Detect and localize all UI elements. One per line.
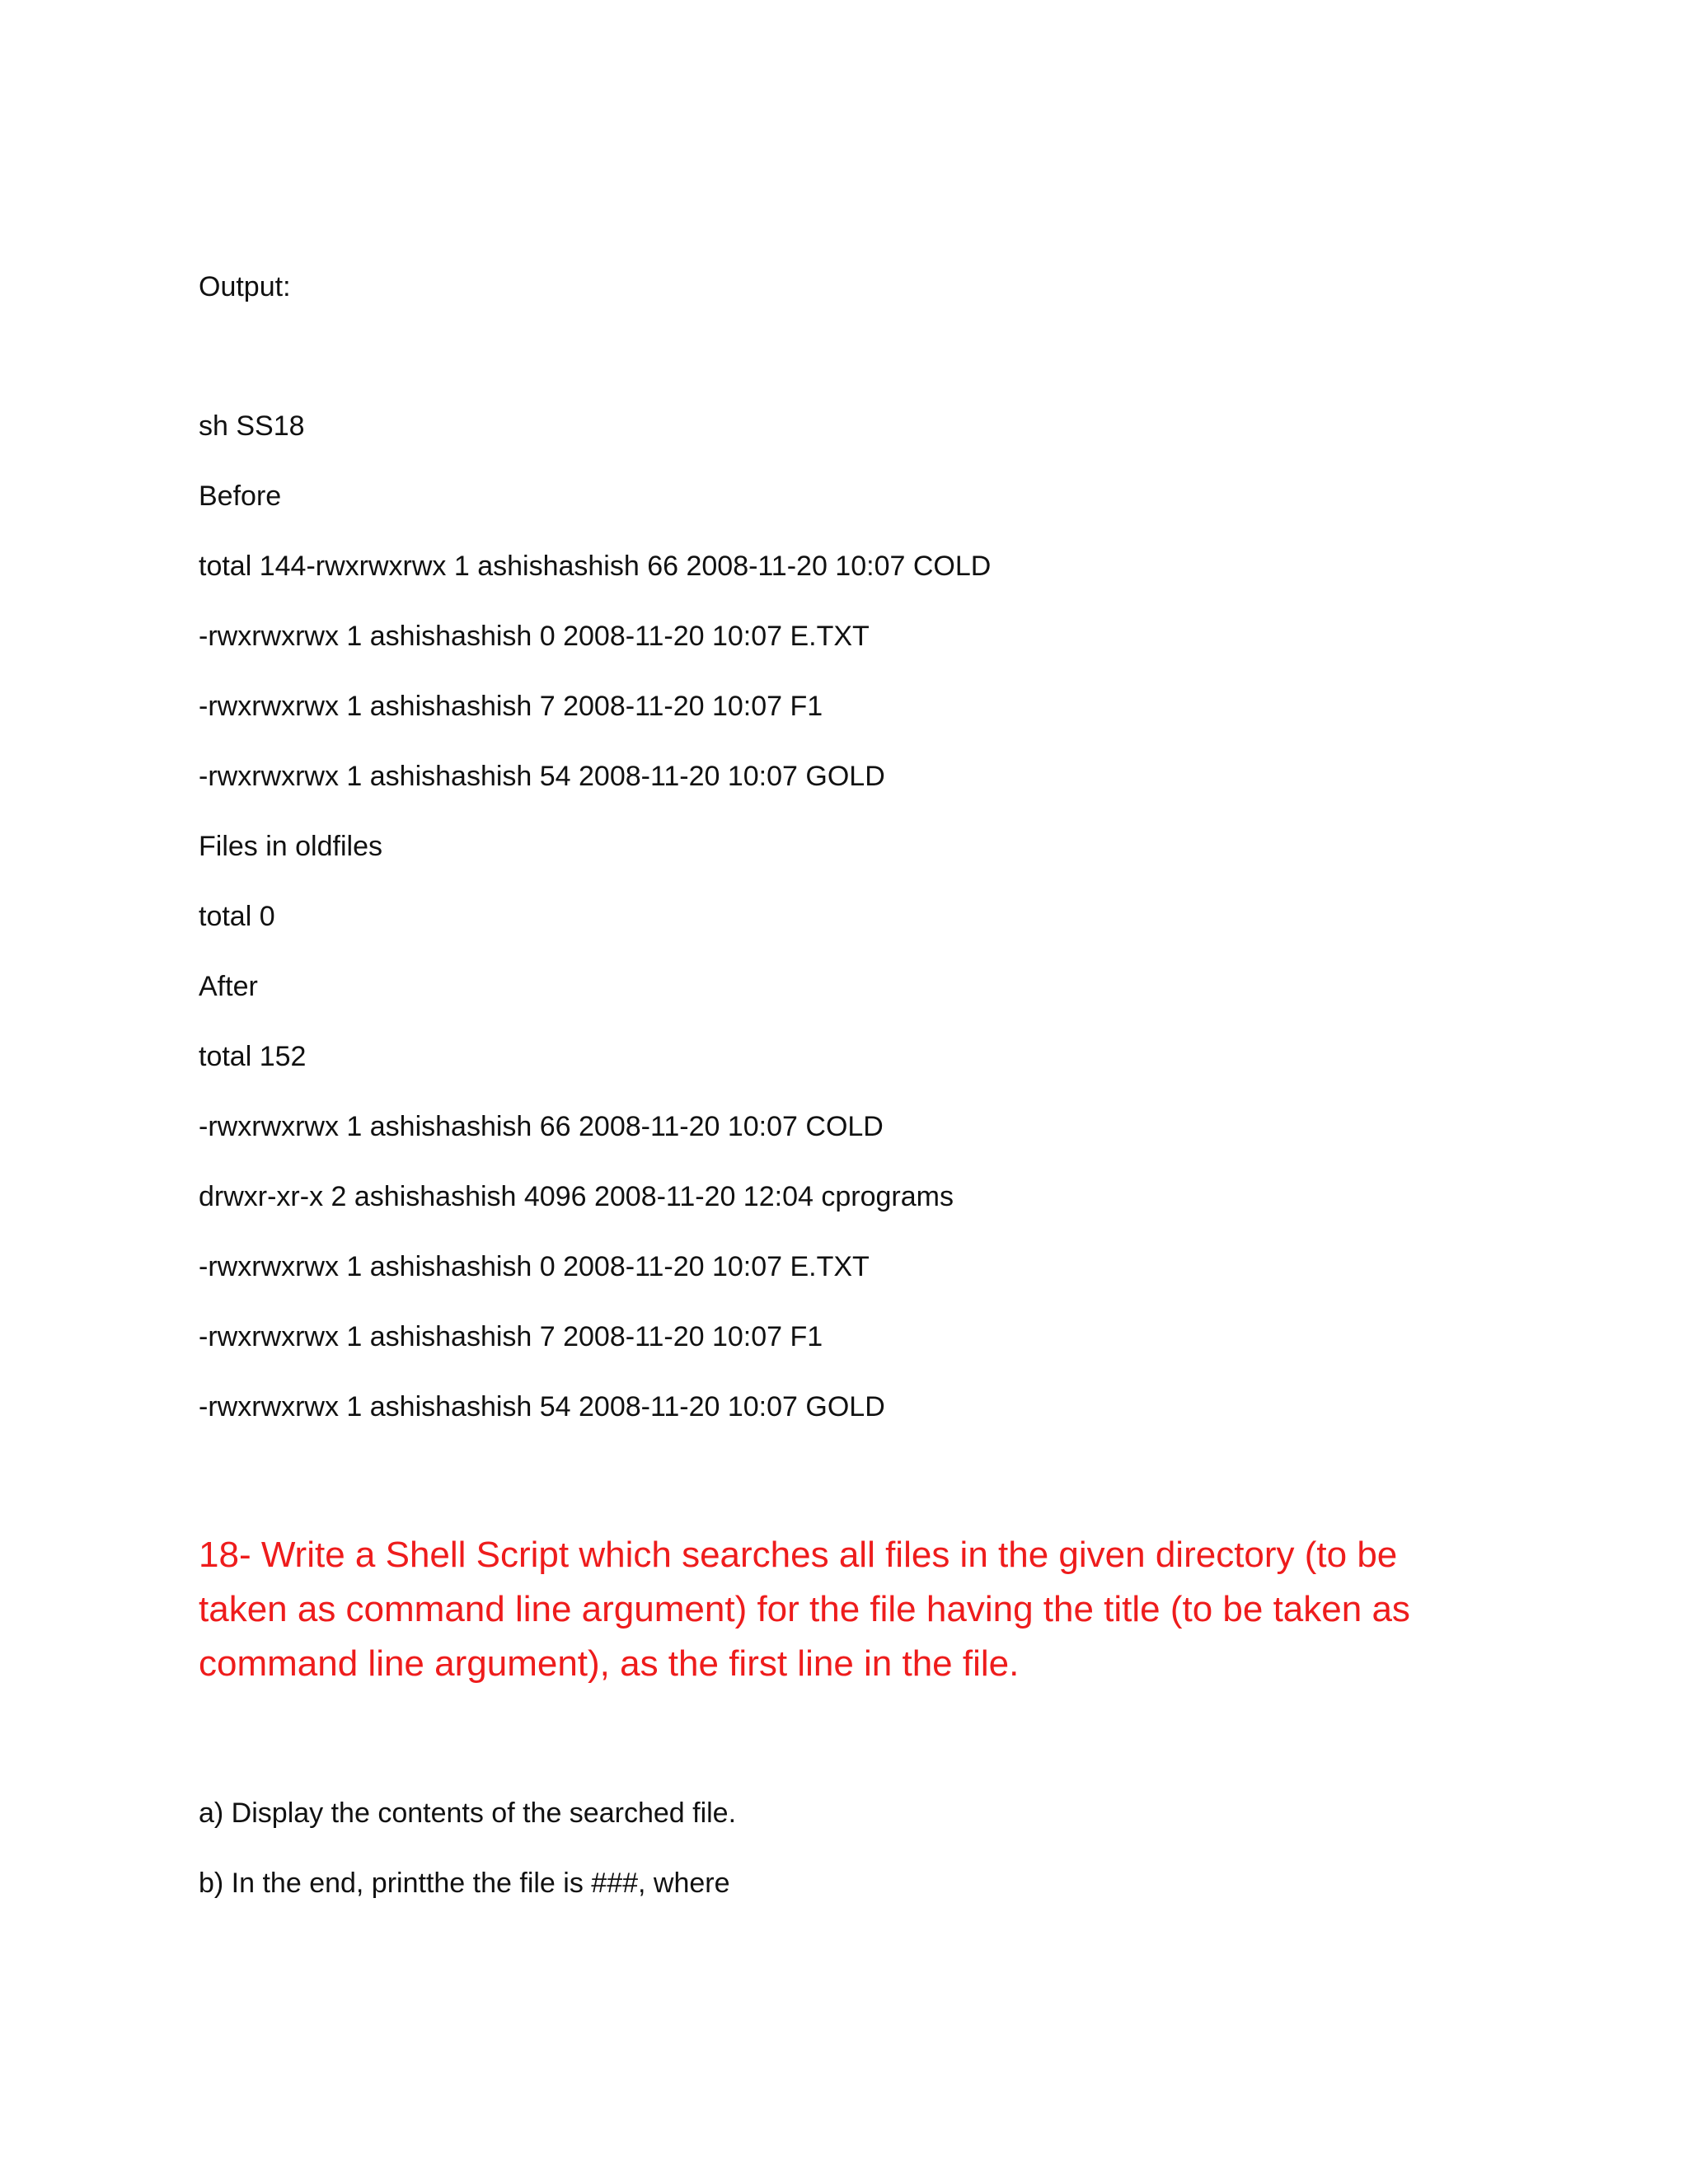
output-line: Before [199, 480, 282, 512]
output-label: Output: [199, 271, 291, 302]
output-line: total 152 [199, 1041, 307, 1072]
sub-item: a) Display the contents of the searched file. [199, 1797, 737, 1829]
output-line: total 144-rwxrwxrwx 1 ashishashish 66 2008-11-20 10:07 COLD [199, 551, 992, 582]
output-line: sh SS18 [199, 410, 305, 442]
question-heading: 18- Write a Shell Script which searches all files in the given directory (to be taken as command line argument) for the file having the title (to be taken as command line argument), as the first line in the file. [199, 1535, 1410, 1684]
output-line: -rwxrwxrwx 1 ashishashish 66 2008-11-20 10:07 COLD [199, 1111, 884, 1142]
output-line: Files in oldfiles [199, 831, 382, 862]
sub-item: b) In the end, printthe the file is ###, where [199, 1868, 730, 1899]
output-line: After [199, 971, 258, 1002]
output-line: -rwxrwxrwx 1 ashishashish 0 2008-11-20 10:07 E.TXT [199, 621, 870, 652]
output-line: -rwxrwxrwx 1 ashishashish 0 2008-11-20 10:07 E.TXT [199, 1251, 870, 1282]
output-line: total 0 [199, 901, 275, 932]
output-line: -rwxrwxrwx 1 ashishashish 54 2008-11-20 10:07 GOLD [199, 1391, 885, 1422]
output-line: drwxr-xr-x 2 ashishashish 4096 2008-11-20 12:04 cprograms [199, 1181, 954, 1212]
output-line: -rwxrwxrwx 1 ashishashish 7 2008-11-20 10:07 F1 [199, 1321, 823, 1352]
output-line: -rwxrwxrwx 1 ashishashish 7 2008-11-20 10:07 F1 [199, 691, 823, 722]
output-line: -rwxrwxrwx 1 ashishashish 54 2008-11-20 10:07 GOLD [199, 761, 885, 792]
